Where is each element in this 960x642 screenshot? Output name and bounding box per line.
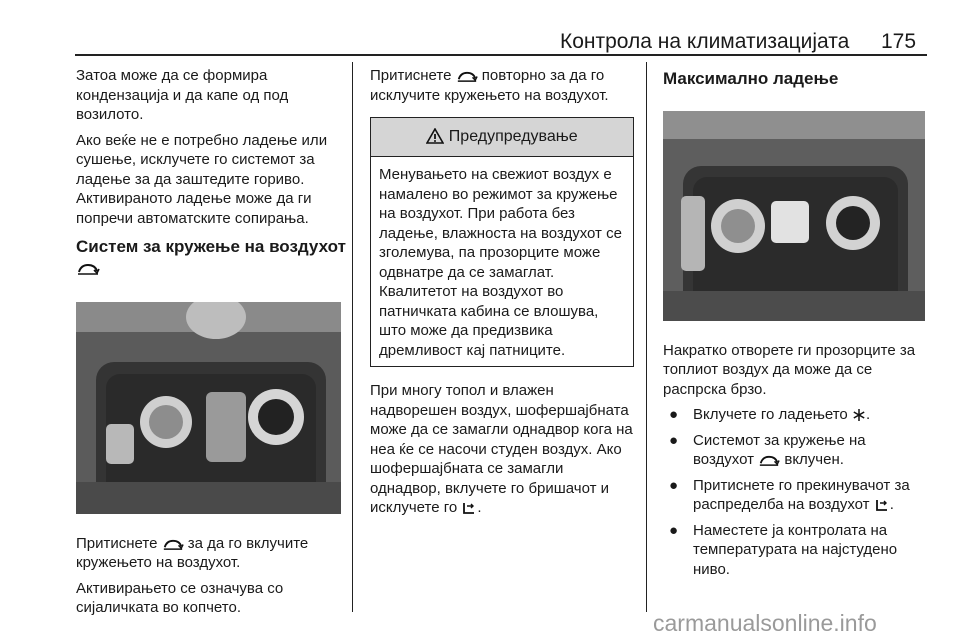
paragraph: Затоа може да се формира кондензација и да капе од под возилото. — [76, 67, 289, 123]
paragraph: Ако веќе не е потребно ладење или сушење, исклучете го системот за ладење за да заштедите гориво. Активираното ладење може да ги попречи автоматските сопирања. — [76, 131, 328, 227]
list-item: ● Притиснете го прекинувачот за распределба на воздухот . — [669, 476, 910, 513]
snowflake-icon — [852, 408, 866, 422]
recirculation-icon — [162, 538, 184, 551]
list-item: ● Наместете ја контролата на температурата на најстудено ниво. — [669, 521, 898, 578]
warning-text: Менувањето на свежиот воздух е намалено во режимот за кружење на воздухот. При работа без ладење, влажноста на воздухот се зголемува, па прозорците може одвнатре да се замаглат. Квалитетот на воздухот во патничката кабина се влошува, што може да предизвика дремливост кај патниците. — [379, 166, 622, 359]
warning-triangle-icon — [426, 128, 444, 144]
climate-panel-photo — [663, 111, 925, 321]
column-divider-2 — [646, 62, 647, 612]
recirculation-icon — [76, 262, 100, 276]
section-heading: Максимално ладење — [663, 69, 839, 88]
paragraph: Активирањето се означува со сијаличката во копчето. — [76, 579, 284, 616]
watermark: carmanualsonline.info — [653, 610, 877, 636]
page-header-title: Контрола на климатизацијата — [560, 30, 850, 53]
list-item: ● Вклучете го ладењето . — [669, 406, 871, 423]
paragraph: Накратко отворете ги прозорците за топлиот воздух да може да се распрска брзо. — [663, 341, 916, 398]
column-3 — [663, 66, 928, 585]
air-distribution-icon — [874, 498, 890, 512]
air-distribution-icon — [461, 501, 477, 515]
paragraph: При многу топол и влажен надворешен воздух, шофершајбната може да се замагли однадвор кога на неа ќе се насочи студен воздух. Ако шофершајбната се замагли однадвор, вклучете го бришачот и исклучете го . — [370, 382, 633, 516]
column-1 — [76, 66, 346, 624]
column-divider-1 — [352, 62, 353, 612]
header-rule — [75, 54, 927, 56]
climate-panel-photo — [76, 302, 341, 514]
paragraph: Притиснете повторно за да го исклучите кружењето на воздухот. — [370, 67, 609, 104]
warning-box — [370, 117, 634, 367]
recirculation-icon — [456, 70, 478, 83]
list-item: ● Системот за кружење на воздухот вклучен. — [669, 431, 866, 468]
steps-list — [663, 405, 928, 579]
section-heading: Систем за кружење на воздухот — [76, 236, 346, 278]
recirculation-icon — [758, 454, 780, 467]
column-2 — [370, 66, 634, 524]
warning-header: Предупредување — [371, 118, 633, 157]
page-number: 175 — [881, 30, 917, 53]
paragraph: Притиснете за да го вклучите кружењето на воздухот. — [76, 534, 309, 571]
